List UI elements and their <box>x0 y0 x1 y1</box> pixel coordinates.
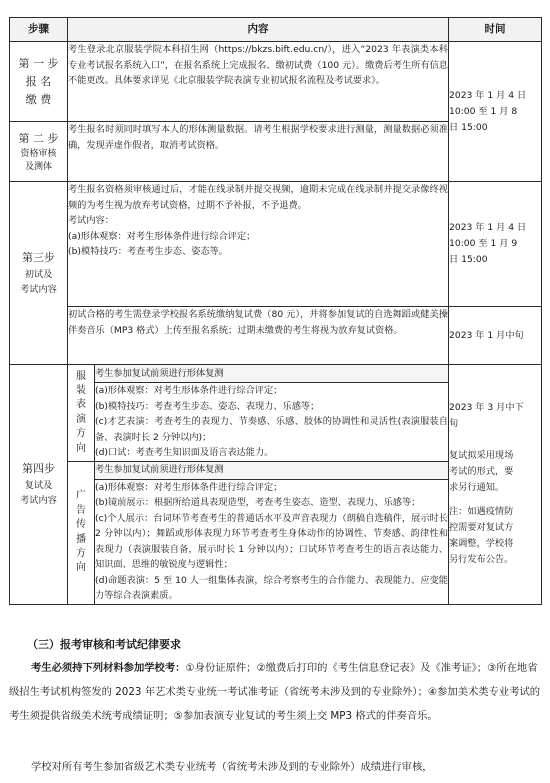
step2-content: 考生报名时须同时填写本人的形体测量数据。请考生根据学校要求进行测量，测量数据必须准确，发现弄虚作假者，取消考试资格。 <box>68 122 449 182</box>
retest-payment-content: 初试合格的考生需登录学校报名系统缴纳复试费（80 元），并将参加复试的自选舞蹈或健美操伴奏音乐（MP3 格式）上传至报名系统；过期未缴费的考生将视为放弃复试资格。 <box>68 307 449 365</box>
table-row-retest-payment <box>10 307 542 365</box>
direction2-head: 考生参加复试前须进行形体复测 <box>95 461 449 479</box>
review-paragraph: 学校对所有考生参加省级艺术类专业统考（省统考未涉及到的专业除外）成绩进行审核， <box>31 761 433 773</box>
step4-title: 第四步 复试及 考试内容 <box>10 365 68 605</box>
admission-schedule-table <box>9 17 542 605</box>
time-cell-retest-payment: 2023 年 1 月中旬 <box>449 307 542 365</box>
direction1-head: 考生参加复试前须进行形体复测 <box>95 365 449 383</box>
step2-title: 第 二 步 资格审核 及测体 <box>10 122 68 182</box>
direction1-label: 服 装 表 演 方 向 <box>68 365 95 462</box>
table-row-step4-dir1-head <box>10 365 542 383</box>
time-cell-step3: 2023 年 1 月 4 日 10:00 至 1 月 9 日 15:00 <box>449 182 542 307</box>
section-heading: （三）报考审核和考试纪律要求 <box>27 638 181 651</box>
step3-content: 考生报名资格须审核通过后，才能在线录制并提交视频，逾期未完成在线录制并提交录像终视频的为考生视为放弃考试资格，过期不予补报，不予退费。 考试内容： (a)形体观察：对考生形体条件进行综合评定； (b)模特技巧：考查考生步态、姿态等。 <box>68 182 449 307</box>
direction1-body: (a)形体观察：对考生形体条件进行综合评定； (b)模特技巧：考查考生步态、姿态、表现力、乐感等； (c)才艺表演：考查考生的表现力、节奏感、乐感、肢体的协调性和灵活性(表演服装自备、表演时长 2 分钟以内)； (d)口试：考查考生知识面及语言表达能力。 <box>95 383 449 462</box>
materials-paragraph <box>9 656 541 728</box>
direction2-body: (a)形体观察：对考生形体条件进行综合评定； (b)镜前展示：根据所给道具表现造型，考查考生姿态、造型、表现力、乐感等； (c)个人展示：台词环节考查考生的普通话水平及声音表现力（朗稿自选稿件，展示时长 2 分钟以内）；舞蹈或形体表现力环节考查考生身体动作的协调性、节奏感、韵律性和表现力（表演服装自备，展示时长 1 分钟以内）；口试环节考查考生的语言表达能力、知识面、思维的敏锐度与逻辑性； (d)命题表演：5 至 10 人一组集体表演，综合考察考生的合作能力、表现能力、应变能力等综合表演素质。 <box>95 479 449 604</box>
step1-title: 第 一 步 报 名 缴 费 <box>10 42 68 122</box>
time-cell-step1-2: 2023 年 1 月 4 日 10:00 至 1 月 8 日 15:00 <box>449 42 542 182</box>
header-step: 步骤 <box>10 18 68 42</box>
materials-list: ①身份证原件；②缴费后打印的《考生信息登记表》及《准考证》；③所在地省级招生考试机构签发的 2023 年艺术类专业统一考试准考证（省统考未涉及到的专业除外）；④参加美术类专业考试的考生须提供省级美术统考成绩证明；⑤参加表演专业复试的考生须上交 MP3 格式的伴奏音乐。 <box>9 662 541 722</box>
direction2-label: 广 告 传 播 方 向 <box>68 461 95 604</box>
header-time: 时间 <box>449 18 542 42</box>
table-header-row <box>10 18 542 42</box>
table-row-step3 <box>10 182 542 307</box>
materials-lead: 考生必须持下列材料参加学校考： <box>31 662 186 674</box>
header-content: 内容 <box>68 18 449 42</box>
table-row-step1 <box>10 42 542 122</box>
step1-content: 考生登录北京服装学院本科招生网（https://bkzs.bift.edu.cn/），进入“2023 年表演类本科专业考试报名系统入口”，在报名系统上完成报名、缴初试费（100 元）。缴费后考生所有信息不能更改。具体要求详见《北京服装学院表演专业初试报名流程及考试要求》。 <box>68 42 449 122</box>
time-cell-step4: 2023 年 3 月中下 旬 复试拟采用现场 考试的形式，要 求另行通知。 注：如遇疫情防 控需要对复试方 案调整，学校将 另行发布公告。 <box>449 365 542 605</box>
step3-title: 第三步 初试及 考试内容 <box>10 182 68 365</box>
